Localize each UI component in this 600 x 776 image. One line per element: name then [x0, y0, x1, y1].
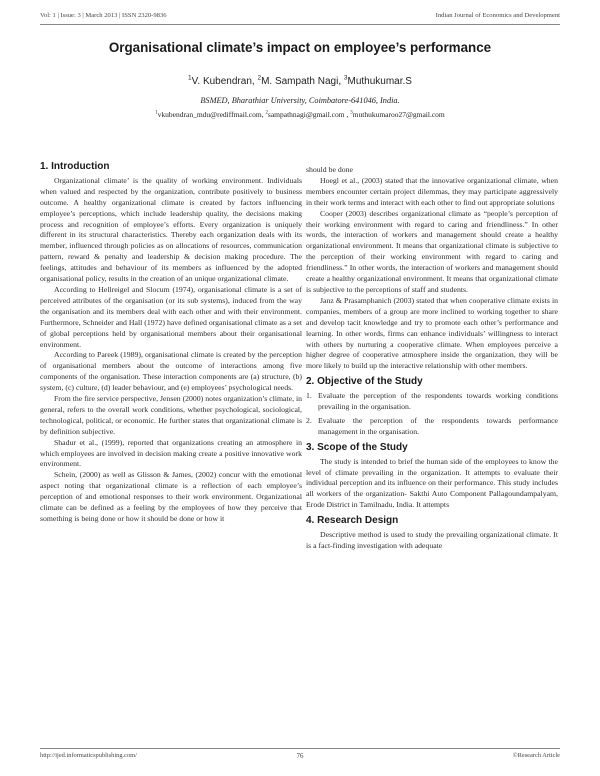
section-heading-objective: 2. Objective of the Study [306, 376, 423, 388]
paragraph: Hoegl et al., (2003) stated that the innovative organizational climate, when members encounter certain project dilemmas, they may participate aggressively in their work terms and interact with each other to find out appropriate solutions [306, 175, 558, 207]
author-name: V. Kubendran, [191, 76, 258, 87]
email-marker: 2 [265, 110, 268, 116]
running-header [40, 12, 560, 24]
section-heading-introduction: 1. Introduction [40, 161, 110, 172]
paragraph: Cooper (2003) describes organizational climate as “people’s perception of their working environment with regard to caring and friendliness.” In other words, the interaction of workers and management should create a healthy organizational environment. It means that organizational climate is subjective to the perception of their working environment with regard to caring and friendliness.” In other words, the interaction of workers and management should create a healthy organizational environment. It means that organizational climate is subjective to the perceptions of staff and students. [306, 208, 558, 294]
list-number: 2. [306, 415, 312, 425]
header-divider [40, 24, 560, 25]
author-name: Muthukumar.S [347, 76, 412, 87]
page-number: 76 [296, 752, 304, 760]
section-heading-scope: 3. Scope of the Study [306, 441, 408, 453]
paragraph: According to Pareek (1989), organisational climate is created by the perception of organisational members about the outcome of interactions among five components of the organisation. These interaction components are (a) structure, (b) system, (c) culture, (d) leader behaviour, and (e) employees’ psychological needs. [40, 350, 302, 393]
page-footer [40, 752, 560, 764]
list-text: Evaluate the perception of the respondents towards performance management in the organisation. [318, 415, 558, 436]
author-marker: 2 [257, 74, 262, 82]
paragraph: Schein, (2000) as well as Glisson & James, (2002) concur with the emotional aspect noting that organizational climate is a reflection of each employee’s perception of and emotional responses to their work environment. Organizational climate can be defined as a feeling by the employees of how they perceive that something is being done or how it should be done or how it [40, 470, 302, 523]
author-emails [10, 110, 590, 119]
footer-divider [40, 748, 560, 749]
paragraph: Janz & Prasamphanich (2003) stated that when cooperative climate exists in companies, members of a group are more inclined to working together to share and develop tacit knowledge and try to promote each other’s performance and learning. In other words, firms can enhance individuals’ willingness to interact with others by nurturing a cooperative climate. When employees perceive a higher degree of cooperative atmosphere inside the organization, they will be more likely to build up the interactive relationship with other members. [306, 295, 558, 371]
article-type: ©Research Article [512, 752, 560, 759]
author-line [20, 76, 580, 87]
email-link[interactable]: muthukumaroo27@gmail.com [352, 110, 445, 119]
author-marker: 3 [343, 74, 348, 82]
author-name: M. Sampath Nagi, [261, 76, 344, 87]
email-marker: 1 [155, 110, 158, 116]
objective-list [306, 391, 558, 438]
paragraph: should be done [306, 165, 353, 174]
paper-title: Organisational climate’s impact on employee’s performance [108, 40, 492, 55]
paragraph: Organizational climate’ is the quality of working environment. Individuals when valued and respected by the organization, contribute positively to business outcome. A healthy organizational climate is created by factors influencing employee’s perceptions, which include leadership quality, the decisions making process and recognition of employee’s efforts. Every organization is uniquely different in its structural characteristics. Thereby each organization deals with its member, influenced through policies as on allocations of resources, communication pattern, reward & penalty and leadership & decision making procedure. The feelings, attitudes and behaviour of its members as influenced by the adopted organisational policy, results in the creation of an unique organizational climate. [40, 175, 302, 284]
journal-issue-info: Vol: 1 | Issue: 3 | March 2013 | ISSN 2320-9836 [40, 12, 167, 19]
email-marker: 3 [350, 110, 353, 116]
paragraph: Shadur et al., (1999), reported that organizations creating an atmosphere in which employees are involved in decision making create a positive innovative work environment. [40, 437, 302, 469]
section-heading-research-design: 4. Research Design [306, 515, 399, 527]
paragraph: The study is intended to brief the human side of the employees to know the level of climate prevailing in the organization. It attempts to evaluate their individual perception and its influence on their performance. This study includes all workers of the organization- Sakthi Auto Component Pallagoundampalyam, Erode District in Tamilnadu, India. It attempts [306, 456, 558, 510]
list-text: Evaluate the perception of the respondents towards working conditions prevailing in the organisation. [318, 391, 558, 412]
email-link[interactable]: vkubendran_mdu@rediffmail.com, [157, 110, 266, 119]
list-item [306, 416, 558, 438]
paragraph: Descriptive method is used to study the prevailing organizational climate. It is a fact-finding investigation with adequate [306, 530, 558, 550]
right-column [306, 165, 558, 552]
list-number: 1. [306, 391, 312, 401]
paragraph: According to Hellreigel and Slocum (1974), organisational climate is a set of perceived attributes of the organisation (or its sub systems), induced from the way the organisation and its members deal with each other and with their environment. Furthermore, Schneider and Hall (1972) have defined organisational climate as a set of global perceptions held by organisational members about their organisational environment. [40, 284, 302, 349]
journal-name: Indian Journal of Economics and Development [435, 12, 560, 19]
list-item [306, 391, 558, 413]
email-link[interactable]: sampathnagi@gmail.com , [267, 110, 351, 119]
paragraph: From the fire service perspective, Jensen (2000) notes organization’s climate, in general, refers to the overall work conditions, whether psychological, sociological, technological, political, or economic. He further states that organizational climate is by definition subjective. [40, 394, 302, 436]
left-column [40, 162, 302, 525]
journal-url-link[interactable]: http://ijed.informaticspublishing.com/ [40, 752, 137, 759]
author-marker: 1 [188, 74, 192, 82]
affiliation: BSMED, Bharathiar University, Coimbatore-641046, India. [200, 96, 400, 105]
